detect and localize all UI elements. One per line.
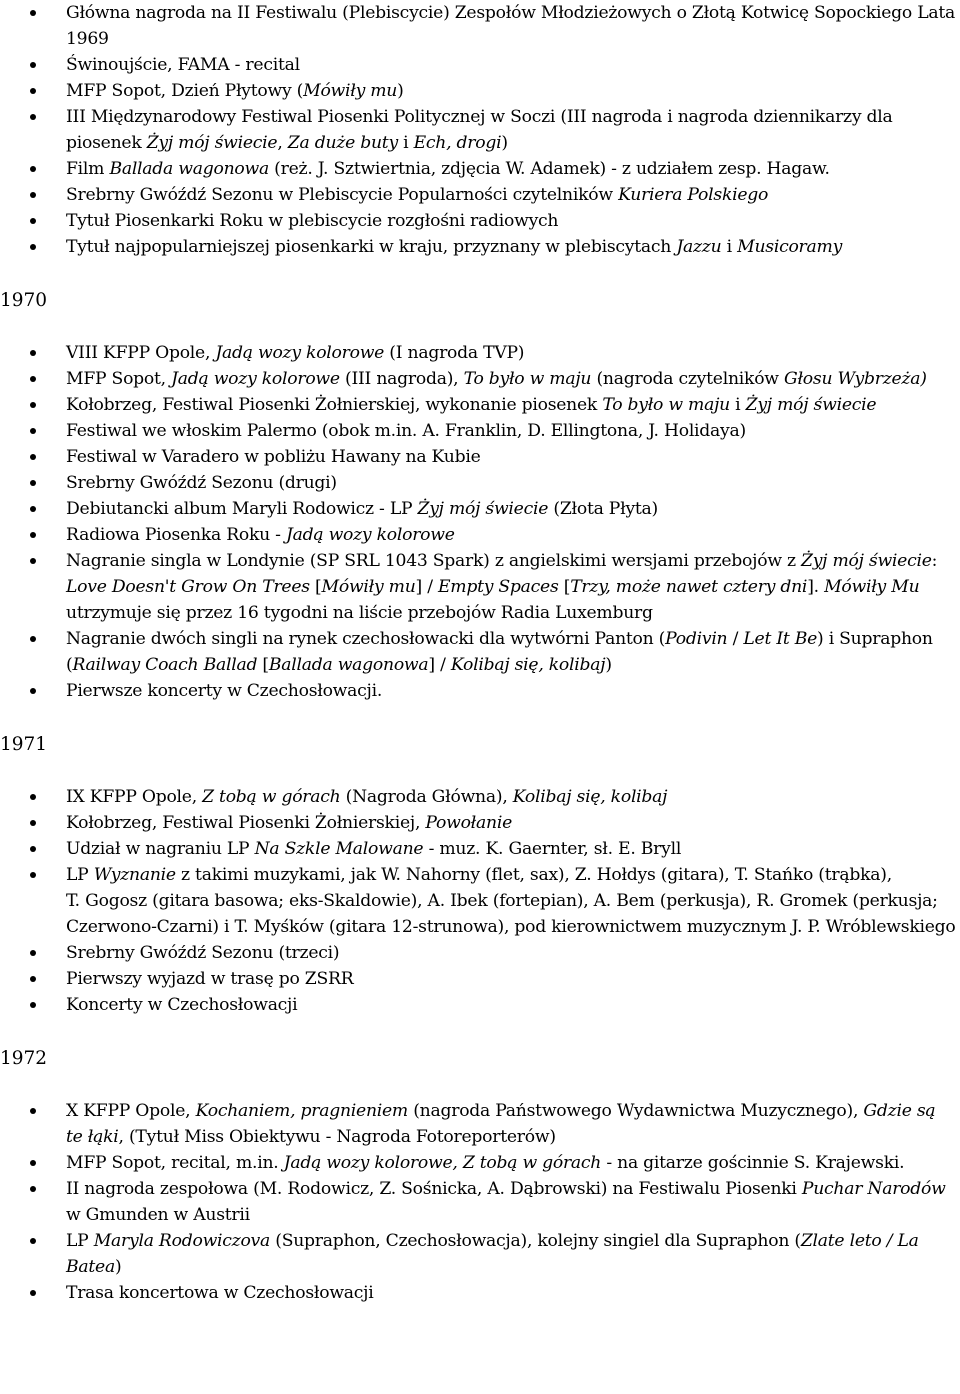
achievement-list [0, 1098, 960, 1306]
italic-text: Żyj mój świecie [801, 551, 932, 571]
italic-text: Kolibaj się, kolibaj [450, 655, 606, 675]
text-segment: ] / [415, 577, 438, 597]
text-segment: ) i Supraphon ( [66, 629, 933, 675]
text-segment: (nagroda czytelników [591, 369, 784, 389]
italic-text: To było w maju [463, 369, 592, 389]
bullet-icon [30, 88, 36, 94]
bullet-icon [30, 244, 36, 250]
list-item [0, 418, 960, 444]
list-item [0, 966, 960, 992]
italic-text: Musicoramy [737, 237, 843, 257]
italic-text: Podivin [665, 629, 728, 649]
text-segment: ]. [807, 577, 825, 597]
text-segment: [ [309, 577, 322, 597]
text-segment: ) [501, 133, 508, 153]
list-item [0, 444, 960, 470]
bullet-icon [30, 10, 36, 16]
italic-text: Z tobą w górach [202, 787, 341, 807]
text-segment: z takimi muzykami, jak W. Nahorny (flet, sax), Z. Hołdys (gitara), T. Stańko (trąbka), [175, 865, 892, 885]
text-segment: T. Gogosz (gitara basowa; eks-Skaldowie), A. Ibek (fortepian), A. Bem (perkusja), R. Gromek (perkusja; Czerwono-Czarni) i T. Myśków (gitara 12-strunowa), pod kierownictwem muzycznym J. P. Wróblewskiego [66, 891, 956, 937]
bullet-icon [30, 1238, 36, 1244]
list-item [0, 940, 960, 966]
italic-text: Żyj mój świecie [417, 499, 549, 519]
italic-text: Gdzie są te łąki [66, 1101, 936, 1147]
list-item [0, 156, 960, 182]
italic-text: Puchar Narodów [801, 1179, 946, 1199]
text-segment: ) [605, 655, 612, 675]
italic-text: Empty Spaces [437, 577, 559, 597]
text-segment: Koncerty w Czechosłowacji [66, 995, 298, 1015]
italic-text: Kochaniem, pragnieniem [195, 1101, 408, 1121]
text-segment: Tytuł najpopularniejszej piosenkarki w kraju, przyznany w plebiscytach [66, 237, 677, 257]
list-item [0, 784, 960, 810]
spacer [0, 704, 960, 732]
bullet-icon [30, 506, 36, 512]
italic-text: Trzy, może nawet cztery dni [570, 577, 808, 597]
italic-text: Zlate leto / La Batea [66, 1231, 919, 1277]
italic-text: Mówiły mu [321, 577, 416, 597]
text-segment: IX KFPP Opole, [66, 787, 203, 807]
italic-text: Ech, drogi [413, 133, 502, 153]
bullet-icon [30, 62, 36, 68]
italic-text: Ballada wagonowa [109, 159, 269, 179]
year-heading: 1970 [0, 290, 48, 311]
spacer [0, 758, 960, 784]
text-segment: Festiwal w Varadero w pobliżu Hawany na Kubie [66, 447, 481, 467]
italic-text: Jazzu [676, 237, 722, 257]
list-item [0, 1098, 960, 1150]
text-segment: Kołobrzeg, Festiwal Piosenki Żołnierskiej, [66, 813, 426, 833]
italic-text: Powołanie [425, 813, 512, 833]
text-segment: Nagranie singla w Londynie (SP SRL 1043 Spark) z angielskimi wersjami przebojów z [66, 551, 802, 571]
bullet-icon [30, 872, 36, 878]
text-segment: : [931, 551, 938, 571]
italic-text: Głosu Wybrzeża) [783, 369, 927, 389]
list-item [0, 810, 960, 836]
text-segment: ] / [428, 655, 451, 675]
text-segment: , [277, 133, 288, 153]
text-segment: Tytuł Piosenkarki Roku w plebiscycie rozgłośni radiowych [66, 211, 559, 231]
italic-text: Love Doesn't Grow On Trees [66, 577, 310, 597]
bullet-icon [30, 428, 36, 434]
text-segment: III Międzynarodowy Festiwal Piosenki Politycznej w Soczi (III nagroda i nagroda dziennikarzy dla piosenek [66, 107, 893, 153]
text-segment: Pierwszy wyjazd w trasę po ZSRR [66, 969, 354, 989]
bullet-icon [30, 376, 36, 382]
text-segment: (nagroda Państwowego Wydawnictwa Muzycznego), [407, 1101, 864, 1121]
text-segment: II nagroda zespołowa (M. Rodowicz, Z. Sośnicka, A. Dąbrowski) na Festiwalu Piosenki [66, 1179, 802, 1199]
italic-text: Jadą wozy kolorowe [215, 343, 385, 363]
text-segment: Główna nagroda na II Festiwalu (Plebiscycie) Zespołów Młodzieżowych o Złotą Kotwicę Sopockiego Lata 1969 [66, 3, 956, 49]
text-segment: (I nagroda TVP) [384, 343, 525, 363]
list-item [0, 182, 960, 208]
bullet-icon [30, 794, 36, 800]
italic-text: Let It Be [743, 629, 818, 649]
list-item [0, 1176, 960, 1228]
bullet-icon [30, 976, 36, 982]
text-segment: Srebrny Gwóźdź Sezonu (trzeci) [66, 943, 340, 963]
italic-text: Mówiły Mu [824, 577, 920, 597]
achievement-list [0, 340, 960, 704]
italic-text: Jadą wozy kolorowe [285, 525, 455, 545]
text-segment: LP [66, 1231, 94, 1251]
list-item [0, 0, 960, 52]
text-segment: ) [397, 81, 404, 101]
list-item [0, 340, 960, 366]
text-segment: Pierwsze koncerty w Czechosłowacji. [66, 681, 383, 701]
list-item [0, 626, 960, 678]
bullet-icon [30, 1108, 36, 1114]
spacer [0, 314, 960, 340]
text-segment: - na gitarze gościnnie S. Krajewski. [601, 1153, 905, 1173]
list-item [0, 1150, 960, 1176]
italic-text: Ballada wagonowa [268, 655, 429, 675]
text-segment: i [397, 133, 414, 153]
text-segment: i [729, 395, 746, 415]
italic-text: Mówiły mu [303, 81, 398, 101]
spacer [0, 260, 960, 288]
list-item [0, 104, 960, 156]
list-item [0, 392, 960, 418]
text-segment: (Nagroda Główna), [340, 787, 513, 807]
text-segment: (reż. J. Sztwiertnia, zdjęcia W. Adamek) - z udziałem zesp. Hagaw. [268, 159, 830, 179]
bullet-icon [30, 114, 36, 120]
text-segment: X KFPP Opole, [66, 1101, 196, 1121]
list-item [0, 678, 960, 704]
list-item [0, 548, 960, 626]
italic-text: Żyj mój świecie [745, 395, 877, 415]
bullet-icon [30, 636, 36, 642]
italic-text: Jadą wozy kolorowe, Z tobą w górach [283, 1153, 602, 1173]
italic-text: Za duże buty [287, 133, 398, 153]
list-item [0, 1280, 960, 1306]
bullet-icon [30, 1002, 36, 1008]
list-item [0, 992, 960, 1018]
list-item [0, 78, 960, 104]
list-item [0, 496, 960, 522]
text-segment: Film [66, 159, 110, 179]
list-item [0, 862, 960, 940]
list-item [0, 470, 960, 496]
text-segment: Festiwal we włoskim Palermo (obok m.in. A. Franklin, D. Ellingtona, J. Holidaya) [66, 421, 746, 441]
text-segment: Debiutancki album Maryli Rodowicz - LP [66, 499, 418, 519]
text-segment: Udział w nagraniu LP [66, 839, 255, 859]
list-item [0, 366, 960, 392]
italic-text: Maryla Rodowiczova [93, 1231, 271, 1251]
text-segment: Srebrny Gwóźdź Sezonu (drugi) [66, 473, 337, 493]
text-segment: Radiowa Piosenka Roku - [66, 525, 286, 545]
italic-text: Żyj mój świecie [146, 133, 278, 153]
bullet-icon [30, 218, 36, 224]
bullet-icon [30, 1290, 36, 1296]
bullet-icon [30, 846, 36, 852]
text-segment: MFP Sopot, recital, m.in. [66, 1153, 284, 1173]
achievement-list [0, 784, 960, 1018]
bullet-icon [30, 192, 36, 198]
bullet-icon [30, 558, 36, 564]
bullet-icon [30, 350, 36, 356]
bullet-icon [30, 950, 36, 956]
spacer [0, 1018, 960, 1046]
text-segment: MFP Sopot, [66, 369, 172, 389]
text-segment: VIII KFPP Opole, [66, 343, 216, 363]
list-item [0, 522, 960, 548]
bullet-icon [30, 1186, 36, 1192]
text-segment: Srebrny Gwóźdź Sezonu w Plebiscycie Popularności czytelników [66, 185, 619, 205]
text-segment: ) [114, 1257, 122, 1277]
italic-text: Na Szkle Malowane [254, 839, 424, 859]
italic-text: Wyznanie [93, 865, 176, 885]
text-segment: [ [257, 655, 269, 675]
italic-text: Railway Coach Ballad [72, 655, 258, 675]
list-item [0, 836, 960, 862]
italic-text: Kuriera Polskiego [618, 185, 769, 205]
bullet-icon [30, 454, 36, 460]
text-segment: , (Tytuł Miss Obiektywu - Nagroda Fotoreporterów) [118, 1127, 556, 1147]
list-item [0, 52, 960, 78]
text-segment: LP [66, 865, 94, 885]
text-segment: (III nagroda), [339, 369, 464, 389]
text-segment: (Złota Płyta) [548, 499, 659, 519]
italic-text: To było w maju [602, 395, 730, 415]
text-segment: Świnoujście, FAMA - recital [66, 55, 300, 75]
text-segment: Trasa koncertowa w Czechosłowacji [66, 1283, 374, 1303]
text-segment: utrzymuje się przez 16 tygodni na liście przebojów Radia Luxemburg [66, 603, 653, 623]
text-segment: Kołobrzeg, Festiwal Piosenki Żołnierskiej, wykonanie piosenek [66, 395, 603, 415]
list-item [0, 208, 960, 234]
text-segment: Nagranie dwóch singli na rynek czechosłowacki dla wytwórni Panton ( [66, 629, 666, 649]
bullet-icon [30, 688, 36, 694]
bullet-icon [30, 480, 36, 486]
text-segment: - muz. K. Gaernter, sł. E. Bryll [423, 839, 682, 859]
text-segment: / [727, 629, 744, 649]
bullet-icon [30, 532, 36, 538]
bullet-icon [30, 166, 36, 172]
year-heading: 1972 [0, 1048, 48, 1069]
list-item [0, 1228, 960, 1280]
bullet-icon [30, 1160, 36, 1166]
italic-text: Jadą wozy kolorowe [171, 369, 340, 389]
achievement-list [0, 0, 960, 260]
text-segment: (Supraphon, Czechosłowacja), kolejny singiel dla Supraphon ( [270, 1231, 801, 1251]
text-segment: [ [558, 577, 571, 597]
italic-text: Kolibaj się, kolibaj [512, 787, 668, 807]
text-segment: w Gmunden w Austrii [66, 1205, 250, 1225]
bullet-icon [30, 402, 36, 408]
list-item [0, 234, 960, 260]
text-segment: i [721, 237, 738, 257]
spacer [0, 1072, 960, 1098]
bullet-icon [30, 820, 36, 826]
year-heading: 1971 [0, 734, 48, 755]
text-segment: MFP Sopot, Dzień Płytowy ( [66, 81, 304, 101]
